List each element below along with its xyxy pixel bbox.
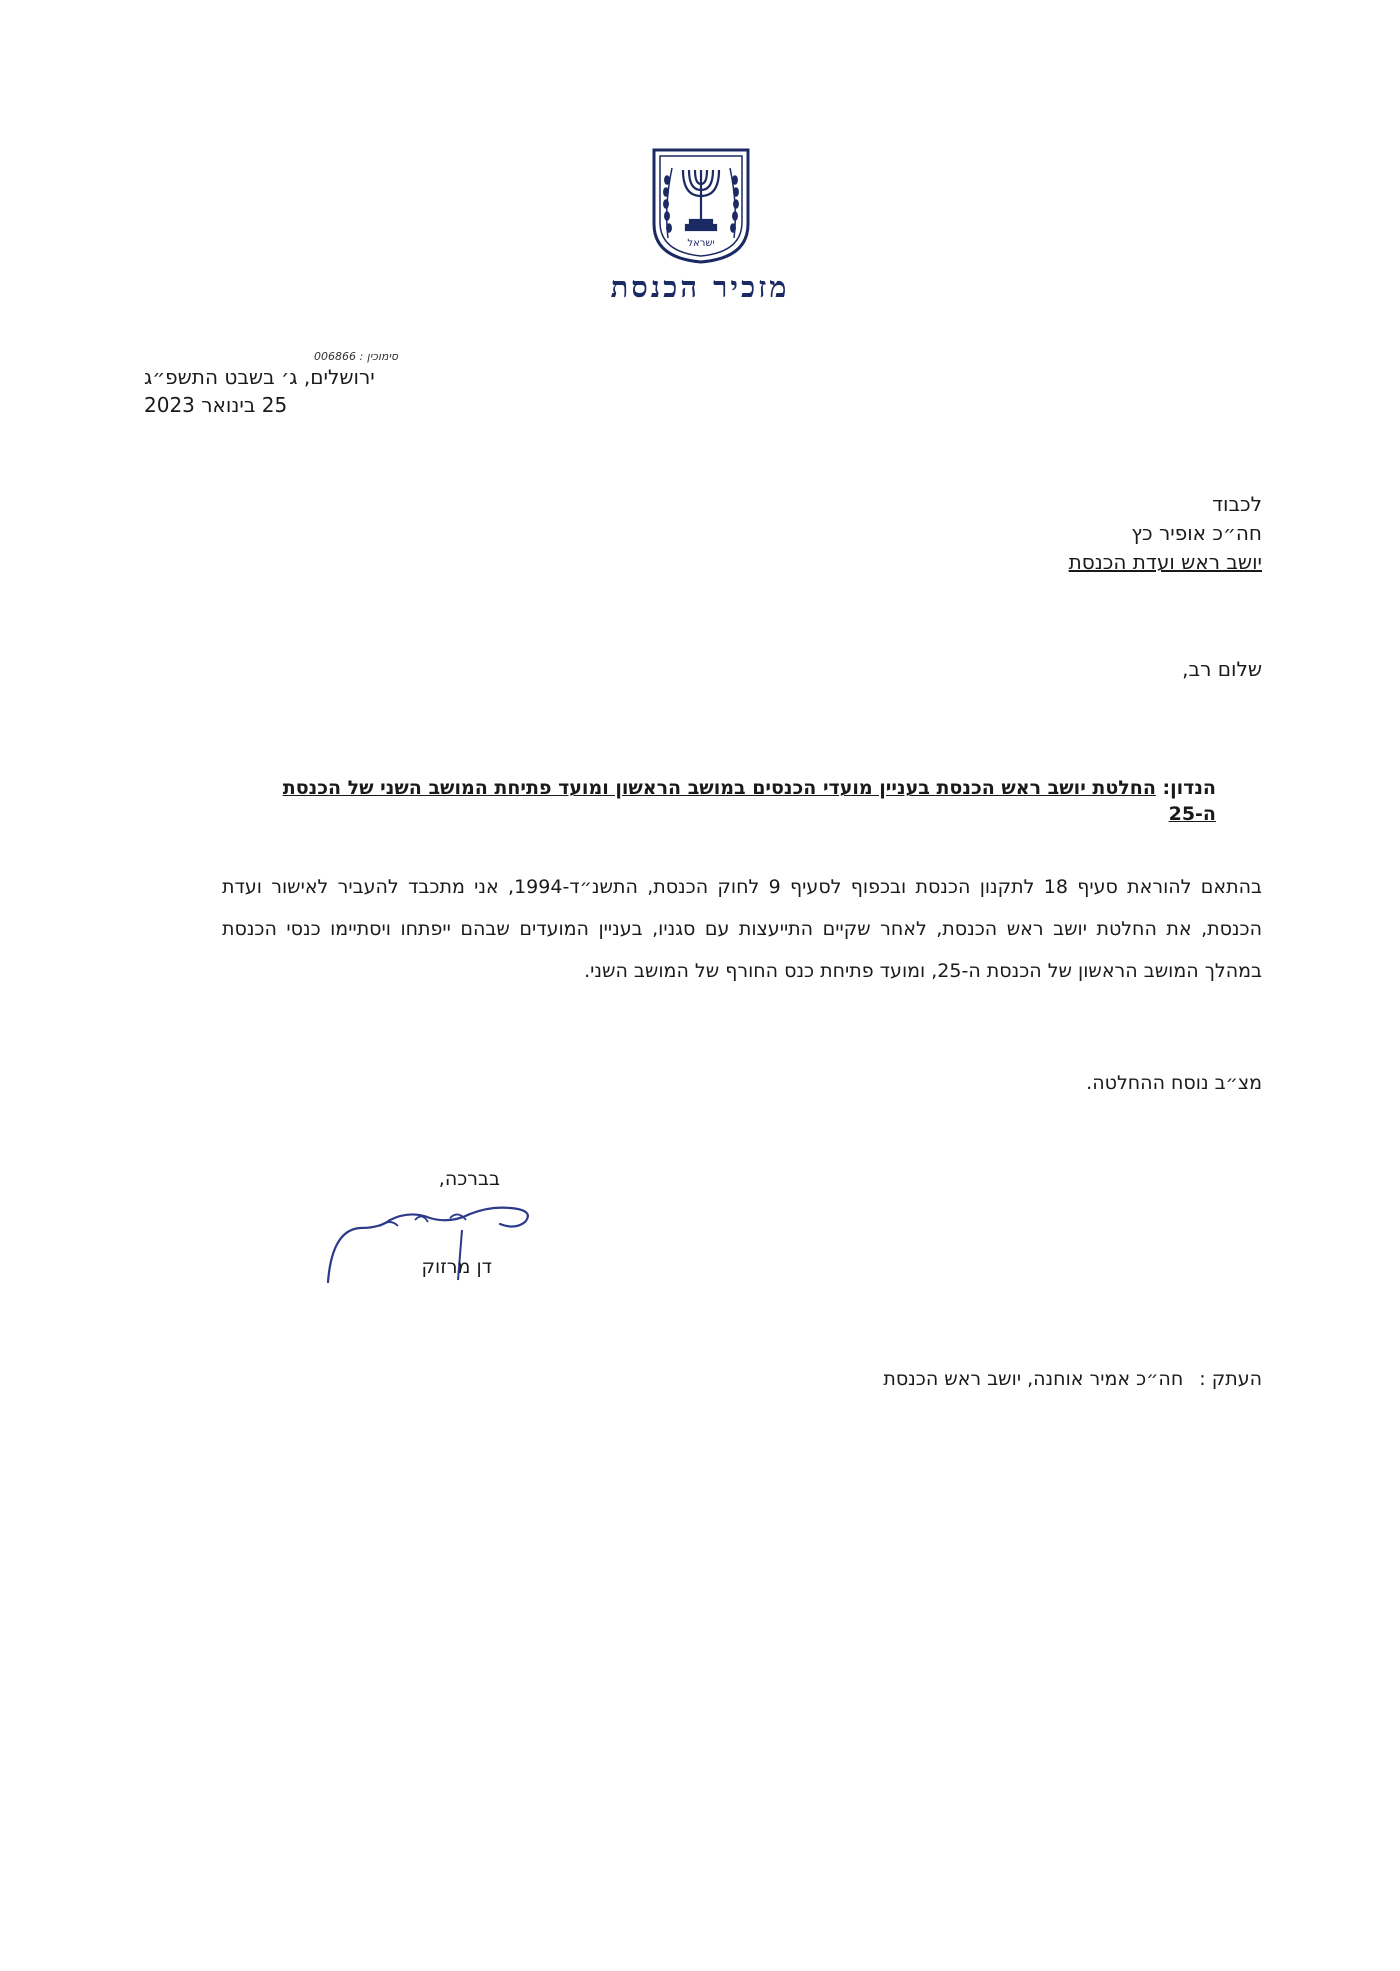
date-block bbox=[144, 363, 434, 419]
greeting: שלום רב, bbox=[1182, 657, 1262, 681]
menorah-emblem-icon bbox=[650, 146, 752, 264]
reference-number: סימוכין : 006866 bbox=[314, 350, 399, 363]
cc-line bbox=[662, 1368, 1262, 1390]
subject-text: החלטת יושב ראש הכנסת בעניין מועדי הכנסים במושב הראשון ומועד פתיחת המושב השני של הכנסת ה-25 bbox=[282, 777, 1216, 825]
meta-block bbox=[144, 350, 434, 419]
subject-line bbox=[236, 775, 1216, 827]
cc-text: חה״כ אמיר אוחנה, יושב ראש הכנסת bbox=[883, 1368, 1184, 1390]
attached-note: מצ״ב נוסח ההחלטה. bbox=[1086, 1072, 1262, 1094]
addressee-title: יושב ראש ועדת הכנסת bbox=[1068, 550, 1262, 574]
addressee-name: חה״כ אופיר כץ bbox=[1131, 521, 1262, 545]
addressee-salutation: לכבוד bbox=[1212, 492, 1262, 516]
closing: בברכה, bbox=[438, 1168, 500, 1190]
addressee-block bbox=[862, 490, 1262, 577]
cc-label: העתק : bbox=[1199, 1368, 1262, 1390]
state-emblem bbox=[650, 146, 752, 264]
date-gregorian: 25 בינואר 2023 bbox=[144, 393, 288, 417]
signer-name: דן מרזוק bbox=[421, 1256, 492, 1278]
date-hebrew: ירושלים, ג׳ בשבט התשפ״ג bbox=[144, 365, 375, 389]
emblem-caption: ישראל bbox=[687, 238, 715, 249]
letter-body: בהתאם להוראת סעיף 18 לתקנון הכנסת ובכפוף לסעיף 9 לחוק הכנסת, התשנ״ד-1994, אני מתכבד להעביר לאישור ועדת הכנסת, את החלטת יושב ראש הכנסת, לאחר שקיים התייעצות עם סגניו, בעניין המועדים שבהם ייפתחו ויסתיימו כנסי הכנסת במהלך המושב הראשון של הכנסת ה-25, ומועד פתיחת כנס החורף של המושב השני. bbox=[222, 876, 1262, 982]
org-name: מזכיר הכנסת bbox=[610, 270, 790, 304]
subject-label: הנדון: bbox=[1162, 777, 1216, 799]
